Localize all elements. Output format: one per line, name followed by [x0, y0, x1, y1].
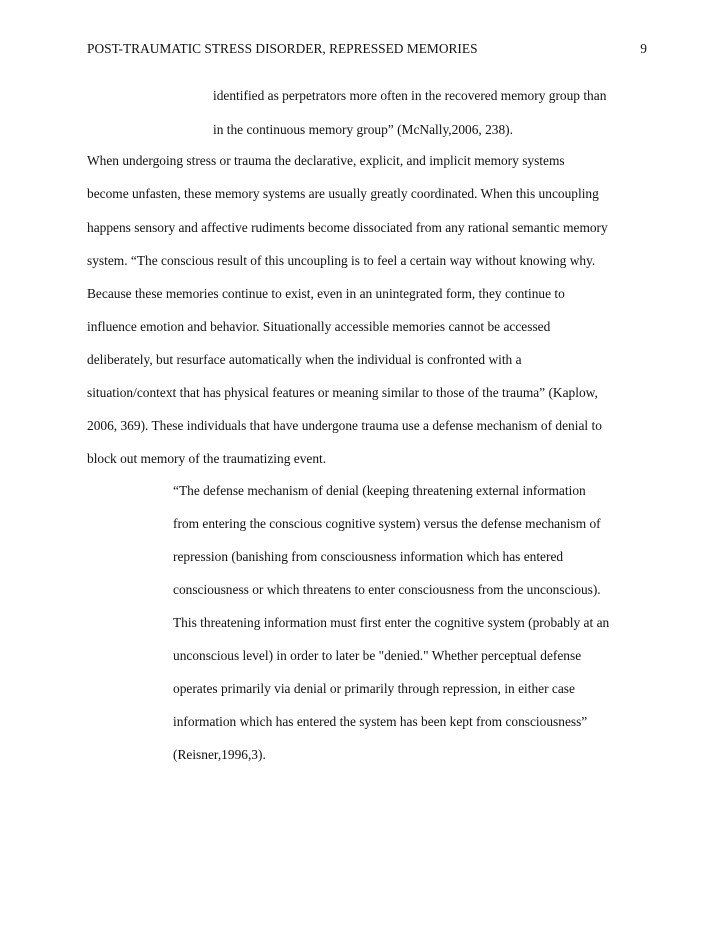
quote-line: operates primarily via denial or primarily through repression, in either case — [173, 681, 575, 696]
paragraph-line: deliberately, but resurface automatically when the individual is confronted with a — [87, 352, 522, 367]
paragraph-line: become unfasten, these memory systems are usually greatly coordinated. When this uncoupling — [87, 186, 599, 201]
running-head-title: POST-TRAUMATIC STRESS DISORDER, REPRESSED MEMORIES — [87, 41, 478, 56]
paragraph-line: block out memory of the traumatizing event. — [87, 451, 327, 466]
paragraph-line: system. “The conscious result of this uncoupling is to feel a certain way without knowing why. — [87, 253, 596, 268]
quote-line: “The defense mechanism of denial (keeping threatening external information — [173, 483, 586, 498]
quote-line: from entering the conscious cognitive system) versus the defense mechanism of — [173, 516, 601, 531]
page-number: 9 — [640, 41, 647, 56]
paragraph-line: When undergoing stress or trauma the declarative, explicit, and implicit memory systems — [87, 153, 565, 168]
quote-line: identified as perpetrators more often in the recovered memory group than — [213, 88, 607, 103]
paragraph-line: happens sensory and affective rudiments become dissociated from any rational semantic memory — [87, 220, 608, 235]
quote-line: consciousness or which threatens to enter consciousness from the unconscious). — [173, 582, 601, 597]
paragraph-line: Because these memories continue to exist, even in an unintegrated form, they continue to — [87, 286, 565, 301]
paragraph-line: 2006, 369). These individuals that have undergone trauma use a defense mechanism of denial to — [87, 418, 602, 433]
quote-line: information which has entered the system has been kept from consciousness” — [173, 714, 588, 729]
quote-line: (Reisner,1996,3). — [173, 747, 266, 762]
quote-line: This threatening information must first enter the cognitive system (probably at an — [173, 615, 610, 630]
quote-line: repression (banishing from consciousness information which has entered — [173, 549, 564, 564]
quote-line: unconscious level) in order to later be "denied." Whether perceptual defense — [173, 648, 582, 663]
paragraph-line: influence emotion and behavior. Situationally accessible memories cannot be accessed — [87, 319, 551, 334]
quote-line: in the continuous memory group” (McNally,2006, 238). — [213, 122, 513, 137]
paragraph-line: situation/context that has physical features or meaning similar to those of the trauma” (Kaplow, — [87, 385, 598, 400]
